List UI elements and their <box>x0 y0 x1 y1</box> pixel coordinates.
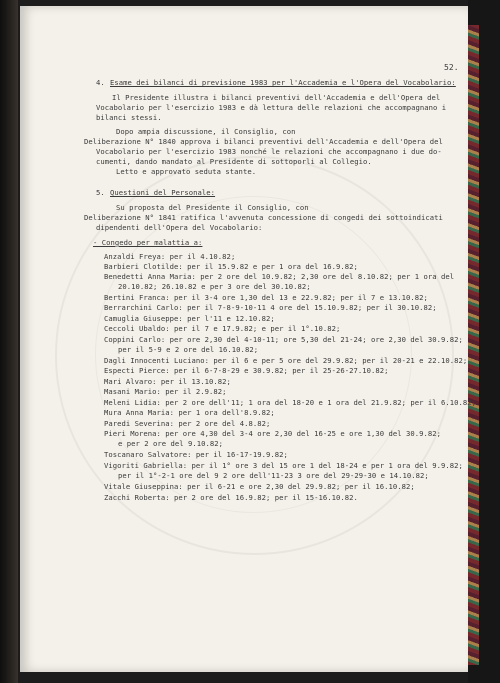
section-4-number: 4. <box>96 78 105 87</box>
leave-entry: Zacchi Roberta: per 2 ore del 16.9.82; per il 15-16.10.82. <box>104 493 358 502</box>
section-4-paragraph-line: Dopo ampia discussione, il Consiglio, con <box>116 127 296 136</box>
section-5-paragraph-line: Su proposta del Presidente il Consiglio, con <box>116 203 309 212</box>
leave-entry: Berrarchini Carlo: per il 7-8-9-10-11 4 ore del 15.10.9.82; per il 30.10.82; <box>104 303 437 312</box>
section-4-approval-note: Letto e approvato seduta stante. <box>116 167 257 176</box>
leave-entry: Paredi Severina: per 2 ore del 4.8.82; <box>104 419 271 428</box>
sick-leave-subheading: - Congedo per malattia a: <box>93 238 203 247</box>
leave-entry-continuation: e per 2 ore del 9.10.82; <box>118 439 224 448</box>
leave-entry: Meleni Lidia: per 2 ore dell'11; 1 ora del 18-20 e 1 ora del 21.9.82; per il 6.10.82; <box>104 398 477 407</box>
leave-entry-continuation: per il 1°-2-1 ore del 9 2 ore dell'11-23 3 ore del 29-29-30 e 14.10.82; <box>118 471 429 480</box>
leave-entry-continuation: 20.10.82; 26.10.82 e per 3 ore del 30.10.82; <box>118 282 311 291</box>
leave-entry: Vigoriti Gabriella: per il 1° ore 3 del 15 ore 1 del 18-24 e per 1 ora del 9.9.82; <box>104 461 463 470</box>
leave-entry-continuation: per il 5-9 e 2 ore del 16.10.82; <box>118 345 259 354</box>
section-5-paragraph-line: Deliberazione N° 1841 ratifica l'avvenuta concessione di congedi dei sottoindicati <box>84 213 443 222</box>
leave-entry: Benedetti Anna Maria: per 2 ore del 10.9.82; 2,30 ore del 8.10.82; per 1 ora del <box>104 272 455 281</box>
section-4-heading: Esame dei bilanci di previsione 1983 per l'Accademia e l'Opera del Vocabolario: <box>110 78 456 87</box>
leave-entry: Mura Anna Maria: per 1 ora dell'8.9.82; <box>104 408 275 417</box>
leave-entry: Ceccoli Ubaldo: per il 7 e 17.9.82; e per il 1°.10.82; <box>104 324 341 333</box>
section-5-paragraph-line: dipendenti dell'Opera del Vocabolario: <box>96 223 263 232</box>
leave-entry: Bertini Franca: per il 3-4 ore 1,30 del 13 e 22.9.82; per il 7 e 13.10.82; <box>104 293 428 302</box>
leave-entry: Dagli Innocenti Luciano: per il 6 e per 5 ore del 29.9.82; per il 20-21 e 22.10.82; <box>104 356 468 365</box>
leave-entry: Especti Pierce: per il 6-7-8-29 e 30.9.82; per il 25-26-27.10.82; <box>104 366 389 375</box>
leave-entry: Barbieri Clotilde: per il 15.9.82 e per 1 ora del 16.9.82; <box>104 262 358 271</box>
section-4-paragraph-line: Il Presidente illustra i bilanci preventivi dell'Accademia e dell'Opera del <box>112 93 441 102</box>
leave-entry: Anzaldi Freya: per il 4.10.82; <box>104 252 236 261</box>
page-number: 52. <box>444 63 459 72</box>
section-4-paragraph-line: Vocabolario per l'esercizio 1983 e dà lettura delle relazioni che accompagnano i <box>96 103 447 112</box>
section-4-paragraph-line: bilanci stessi. <box>96 113 162 122</box>
leave-entry: Masani Mario: per il 2.9.82; <box>104 387 227 396</box>
book-binding-left <box>0 0 18 683</box>
leave-entry: Pieri Morena: per ore 4,30 del 3-4 ore 2,30 del 16-25 e ore 1,30 del 30.9.82; <box>104 429 442 438</box>
section-5-heading: Questioni del Personale: <box>110 188 216 197</box>
section-4-paragraph-line: Deliberazione N° 1840 approva i bilanci preventivi dell'Accademia e dell'Opera del <box>84 137 443 146</box>
leave-entry: Mari Alvaro: per il 13.10.82; <box>104 377 231 386</box>
leave-entry: Vitale Giuseppina: per il 6-21 e ore 2,30 del 29.9.82; per il 16.10.82; <box>104 482 415 491</box>
document-page <box>20 6 477 672</box>
section-5-number: 5. <box>96 188 105 197</box>
leave-entry: Camuglia Giuseppe: per l'11 e 12.10.82; <box>104 314 275 323</box>
section-4-paragraph-line: Vocabolario per l'esercizio 1983 nonché le relazioni che accompagnano i due do- <box>96 147 442 156</box>
section-4-paragraph-line: cumenti, dando mandato al Presidente di sottoporli al Collegio. <box>96 157 372 166</box>
leave-entry: Toscanaro Salvatore: per il 16-17-19.9.82; <box>104 450 288 459</box>
leave-entry: Coppini Carlo: per ore 2,30 del 4-10-11; ore 5,30 del 21-24; ore 2,30 del 30.9.82; <box>104 335 463 344</box>
